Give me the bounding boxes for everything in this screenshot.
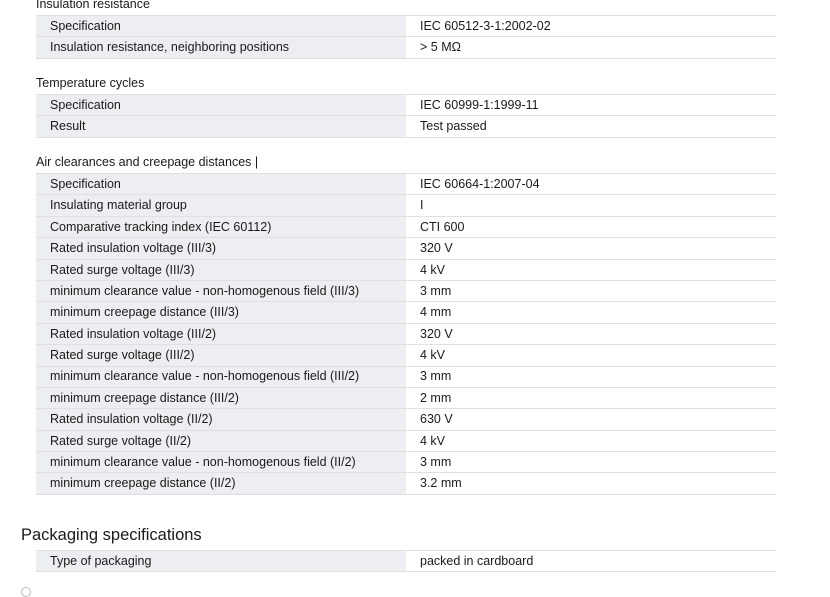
table-row [36, 280, 776, 301]
row-value: 3 mm [406, 280, 776, 301]
table-row [36, 259, 776, 280]
row-label: Rated insulation voltage (III/3) [36, 238, 406, 259]
table-row [36, 37, 776, 58]
row-value: 320 V [406, 238, 776, 259]
row-label: minimum creepage distance (III/2) [36, 387, 406, 408]
next-section-marker [21, 587, 31, 597]
insulation-resistance-table [36, 15, 776, 59]
row-label: minimum creepage distance (II/2) [36, 473, 406, 494]
row-label: Insulation resistance, neighboring positions [36, 37, 406, 58]
section-title-air-clearances: Air clearances and creepage distances | [36, 155, 259, 169]
table-row [36, 409, 776, 430]
table-row [36, 238, 776, 259]
row-value: IEC 60512-3-1:2002-02 [406, 16, 776, 37]
row-label: minimum clearance value - non-homogenous field (II/2) [36, 452, 406, 473]
table-row [36, 551, 776, 572]
table-row [36, 473, 776, 494]
table-row [36, 430, 776, 451]
row-value: 4 kV [406, 430, 776, 451]
row-label: Type of packaging [36, 551, 406, 572]
row-value: Test passed [406, 116, 776, 137]
row-value: 320 V [406, 323, 776, 344]
row-value: I [406, 195, 776, 216]
section-title-temperature-cycles: Temperature cycles [36, 76, 145, 90]
table-row [36, 16, 776, 37]
row-label: minimum clearance value - non-homogenous field (III/2) [36, 366, 406, 387]
table-row [36, 302, 776, 323]
row-value: IEC 60664-1:2007-04 [406, 174, 776, 195]
table-row [36, 323, 776, 344]
row-label: Insulating material group [36, 195, 406, 216]
row-value: 4 kV [406, 259, 776, 280]
table-row [36, 95, 776, 116]
table-row [36, 387, 776, 408]
row-label: minimum clearance value - non-homogenous field (III/3) [36, 280, 406, 301]
table-row [36, 345, 776, 366]
row-value: 630 V [406, 409, 776, 430]
table-row [36, 216, 776, 237]
table-row [36, 452, 776, 473]
air-clearances-table [36, 173, 776, 495]
table-row [36, 174, 776, 195]
row-value: IEC 60999-1:1999-11 [406, 95, 776, 116]
row-value: > 5 MΩ [406, 37, 776, 58]
row-value: 4 kV [406, 345, 776, 366]
packaging-table [36, 550, 776, 572]
row-value: 2 mm [406, 387, 776, 408]
row-label: Specification [36, 95, 406, 116]
row-label: Rated surge voltage (III/3) [36, 259, 406, 280]
row-value: CTI 600 [406, 216, 776, 237]
table-row [36, 195, 776, 216]
row-label: minimum creepage distance (III/3) [36, 302, 406, 323]
row-label: Rated insulation voltage (III/2) [36, 323, 406, 344]
table-row [36, 116, 776, 137]
row-value: packed in cardboard [406, 551, 776, 572]
temperature-cycles-table [36, 94, 776, 138]
table-row [36, 366, 776, 387]
row-label: Rated surge voltage (III/2) [36, 345, 406, 366]
row-label: Specification [36, 174, 406, 195]
row-label: Rated surge voltage (II/2) [36, 430, 406, 451]
row-label: Specification [36, 16, 406, 37]
row-label: Comparative tracking index (IEC 60112) [36, 216, 406, 237]
row-value: 3 mm [406, 366, 776, 387]
row-label: Result [36, 116, 406, 137]
row-value: 3 mm [406, 452, 776, 473]
row-value: 4 mm [406, 302, 776, 323]
row-value: 3.2 mm [406, 473, 776, 494]
section-title-packaging-specifications: Packaging specifications [21, 526, 202, 544]
section-title-insulation-resistance: Insulation resistance [36, 0, 150, 11]
row-label: Rated insulation voltage (II/2) [36, 409, 406, 430]
